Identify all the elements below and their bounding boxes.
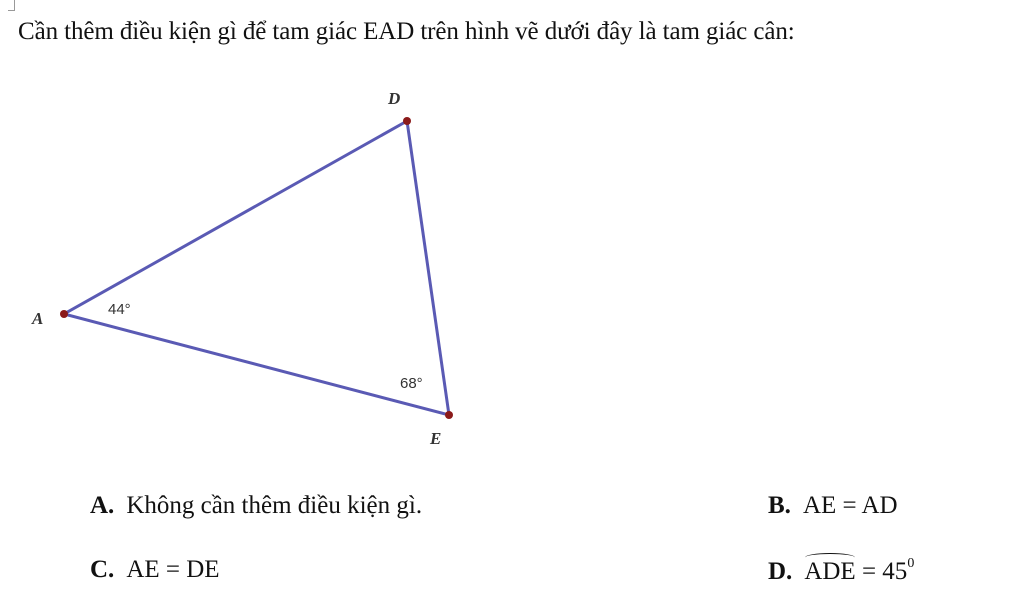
answer-b-letter: B. [768,492,791,519]
point-e [445,411,453,419]
question-text: Cần thêm điều kiện gì để tam giác EAD trên hình vẽ dưới đây là tam giác cân: [18,18,795,45]
triangle-ead [64,121,449,415]
answer-c[interactable] [90,556,220,584]
point-a [60,310,68,318]
answer-c-letter: C. [90,556,115,583]
angle-e-label: 68° [400,375,423,392]
label-e: E [430,429,442,448]
point-d [403,117,411,125]
answer-d-letter: D. [768,558,793,585]
answer-b-text: AE = AD [802,492,898,519]
answer-a[interactable] [90,492,422,520]
answer-a-letter: A. [90,492,115,519]
answer-c-text: AE = DE [126,556,220,583]
answer-d-value: = 45 [855,558,908,585]
answer-d-degree: 0 [907,556,915,571]
answer-a-text: Không cần thêm điều kiện gì. [126,492,423,519]
answer-b[interactable] [768,492,898,520]
answer-d-angle: ADE [804,558,856,585]
label-a: A [32,309,44,328]
angle-a-label: 44° [108,301,131,318]
answer-d[interactable] [768,556,914,586]
label-d: D [388,89,401,108]
